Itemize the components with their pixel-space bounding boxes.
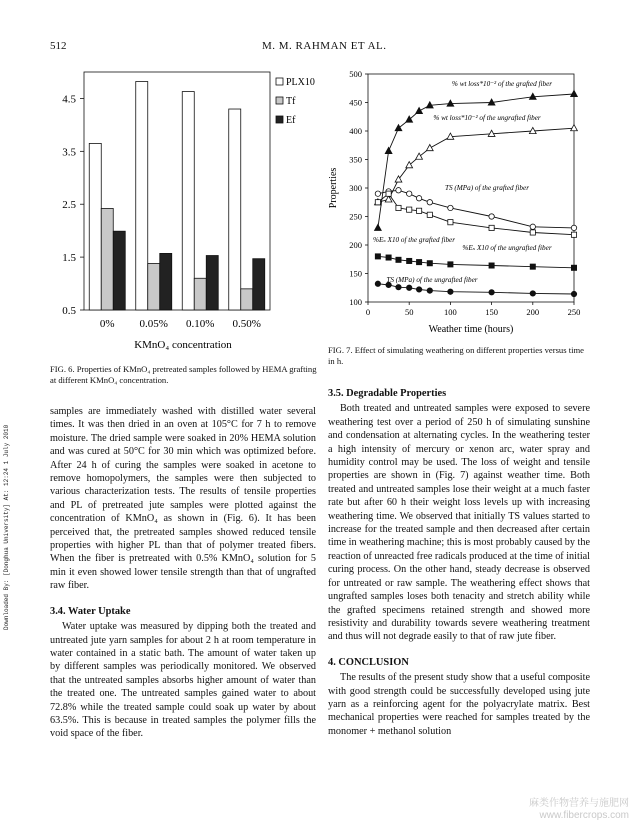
- fig7-marker: [375, 191, 380, 196]
- fig7-series-label: TS (MPa) of the ungrafted fiber: [386, 276, 478, 284]
- fig7-y-tick-label: 500: [349, 69, 362, 79]
- fig7-marker: [385, 147, 392, 153]
- left-column: [50, 405, 316, 741]
- fig7-caption: FIG. 7. Effect of simulating weathering on different properties versus time in h.: [328, 345, 584, 366]
- fig7-series-label: %Eₛ X10 of the ungrafted fiber: [462, 244, 552, 252]
- fig7-marker: [374, 224, 381, 230]
- fig7-marker: [396, 205, 401, 210]
- fig7-marker: [416, 287, 421, 292]
- fig7-marker: [571, 125, 578, 131]
- fig6-y-tick-label: 2.5: [62, 199, 76, 212]
- fig7-line-chart: [324, 62, 594, 340]
- fig6-bar: [194, 278, 206, 310]
- fig7-series: [375, 191, 576, 237]
- fig7-marker: [386, 191, 391, 196]
- fig6-bar: [182, 92, 194, 310]
- fig6-bar: [89, 143, 101, 310]
- fig6-legend-label: Ef: [286, 115, 296, 126]
- fig7-x-tick-label: 50: [404, 307, 414, 317]
- heading-conclusion: 4. CONCLUSION: [328, 656, 409, 668]
- fig7-y-tick-label: 200: [349, 240, 362, 250]
- heading-degradable: 3.5. Degradable Properties: [328, 388, 447, 399]
- paragraph-conclusion: The results of the present study show that a useful composite with good strength could be successfully developed using jute yarn as a reinforcing agent for the polyacrylate matrix. Best mechanical properties were reached for samples treated by the monomer + methanol solution: [328, 672, 590, 737]
- fig6-bar: [101, 208, 113, 310]
- fig6-category-label: 0.50%: [232, 318, 261, 330]
- paragraph-methods: samples are immediately washed with distilled water several times. It was then dried in an oven at 105°C for 7 h to remove moisture. The dried sample were soaked in 20% HEMA solution and was cured at 50°C for 30 min which was optimized before. After 24 h of curing the samples were soaked in acetone to remove homopolymers, the samples were then subjected to various characterization tests. The results of tensile properties and PL of pretreated jute samples were plotted against the concentration of KMnO₄ as shown in (Fig. 6). It has been perceived that, the pretreated samples showed reduced tensile properties with higher PL than that of polymer treated fibers. When the fiber is pretreated with 0.5% KMnO₄ solution for 5 min it even showed lower tensile strength than that of ungrafted raw fiber.: [50, 406, 316, 592]
- fig6-bar: [113, 231, 125, 310]
- fig7-marker: [489, 263, 494, 268]
- fig7-marker: [571, 225, 576, 230]
- fig7-y-tick-label: 400: [349, 126, 362, 136]
- page-number: 512: [50, 40, 67, 52]
- fig7-marker: [427, 200, 432, 205]
- fig7-marker: [530, 230, 535, 235]
- fig7-marker: [386, 255, 391, 260]
- fig6-category-label: 0.05%: [139, 318, 168, 330]
- fig6-y-tick-label: 1.5: [62, 252, 76, 265]
- fig7-marker: [396, 284, 401, 289]
- fig7-x-axis-label: Weather time (hours): [428, 324, 514, 335]
- fig7-series-label: % wt loss*10⁻² of the ungrafted fiber: [433, 114, 541, 122]
- fig6-legend-swatch: [276, 116, 283, 123]
- fig7-marker: [375, 254, 380, 259]
- fig7-marker: [375, 281, 380, 286]
- fig7-marker: [489, 290, 494, 295]
- fig6-x-axis-label: KMnO₄ concentration: [134, 339, 232, 351]
- fig7-marker: [530, 291, 535, 296]
- fig7-marker: [375, 200, 380, 205]
- fig7-marker: [530, 264, 535, 269]
- fig6-bar: [229, 109, 241, 310]
- fig7-marker: [489, 214, 494, 219]
- fig6-category-label: 0%: [99, 318, 115, 330]
- running-head: M. M. RAHMAN ET AL.: [262, 40, 387, 52]
- fig6-legend-swatch: [276, 78, 283, 85]
- fig7-marker: [426, 145, 433, 151]
- fig6-y-tick-label: 4.5: [62, 93, 76, 106]
- fig7-marker: [395, 125, 402, 131]
- fig7-marker: [407, 285, 412, 290]
- fig7-marker: [448, 220, 453, 225]
- fig7-series-label: TS (MPa) of the grafted fiber: [444, 184, 530, 192]
- fig7-marker: [571, 291, 576, 296]
- fig7-series: [374, 90, 577, 230]
- heading-water-uptake: 3.4. Water Uptake: [50, 605, 131, 617]
- fig7-series-label: % wt loss*10⁻² of the grafted fiber: [451, 80, 553, 88]
- fig7-marker: [571, 265, 576, 270]
- fig7-y-tick-label: 300: [349, 183, 362, 193]
- fig7-marker: [416, 260, 421, 265]
- fig7-x-tick-label: 250: [567, 307, 581, 317]
- fig7-marker: [416, 196, 421, 201]
- fig7-marker: [427, 212, 432, 217]
- fig7-y-tick-label: 450: [349, 97, 362, 108]
- fig7-marker: [416, 153, 423, 159]
- fig6-category-label: 0.10%: [186, 318, 215, 330]
- fig6-caption: FIG. 6. Properties of KMnO₄ pretreated samples followed by HEMA grafting at different KMnO₄ concentration.: [50, 364, 317, 385]
- fig7-marker: [571, 232, 576, 237]
- fig7-marker: [427, 261, 432, 266]
- fig6-y-tick-label: 0.5: [62, 305, 76, 317]
- fig6-legend-swatch: [276, 97, 283, 104]
- fig7-marker: [571, 90, 578, 96]
- fig7-marker: [407, 207, 412, 212]
- paragraph-degradable: Both treated and untreated samples were exposed to severe weathering test over a period of 250 h of simulating sunshine and condensation at alternating cycles. In the weathering tester a high intensity of mercury or xenon arc, water spray and humidity control may be used. The loss of weight and tensile properties are shown in (Fig. 7) against weather time. Both treated and untreated samples lose their weight at a much faster rate but after 60 h their weight loss levels up with increasing weathering time. We observed that initially TS values started to increase for the treated sample and then decreased after certain time in weathering machine; this is most probably caused by the reaction of unreacted free radicals produced at the time of initial curing process. On the other hand, steady decrease is observed for untreated or raw sample. The weathering effect shows that ungrafted samples loses both tenacity and stretch ability while the grafted specimens retained strength and showed more resistivity and durability towards severe weathering treatment and thus will not degrade easily to that of raw jute fiber.: [328, 403, 590, 643]
- fig7-marker: [396, 188, 401, 193]
- fig7-series: [375, 254, 576, 271]
- watermark-line-1: 麻类作物营养与施肥网: [529, 798, 629, 809]
- watermark: [529, 798, 629, 822]
- fig7-marker: [406, 116, 413, 122]
- fig7-y-tick-label: 350: [349, 154, 362, 165]
- fig7-x-tick-label: 100: [444, 307, 457, 317]
- fig7-x-tick-label: 0: [365, 307, 371, 317]
- right-column: [328, 387, 590, 738]
- fig6-bar: [241, 289, 253, 310]
- fig7-marker: [396, 257, 401, 262]
- fig7-marker: [448, 262, 453, 267]
- fig7-marker: [489, 225, 494, 230]
- fig7-series-label: %Eₛ X10 of the grafted fiber: [372, 236, 456, 244]
- fig7-y-tick-label: 250: [349, 211, 362, 222]
- fig7-marker: [407, 191, 412, 196]
- fig7-series-line: [378, 194, 574, 235]
- fig7-marker: [448, 205, 453, 210]
- fig7-marker: [427, 288, 432, 293]
- fig7-y-tick-label: 100: [349, 297, 362, 307]
- fig7-marker: [448, 289, 453, 294]
- download-note: Downloaded By: [Donghua University] At: 12:24 1 July 2010: [3, 424, 10, 630]
- fig6-bar: [253, 259, 265, 310]
- fig7-x-tick-label: 200: [526, 307, 540, 317]
- paragraph-water-uptake: Water uptake was measured by dipping both the treated and untreated jute yarn samples for about 2 h at room temperature in water contained in a static bath. The amount of water taken up by different samples was periodically monitored. We observed that the untreated samples absorbs higher amount of water than the treated one. The untreated samples gained water to about 72.8% while the treated sample could soak up water by about 63.5%. This is because in treated samples the polymer fills the void space of the fiber.: [50, 621, 316, 740]
- fig6-legend-label: Tf: [286, 96, 296, 107]
- fig6-bar: [206, 256, 218, 310]
- fig7-marker: [407, 258, 412, 263]
- fig6-bar: [136, 82, 148, 310]
- fig7-y-tick-label: 150: [349, 268, 362, 279]
- fig6-bar-chart: [40, 60, 320, 360]
- fig6-legend-label: PLX10: [286, 77, 315, 88]
- watermark-line-2: www.fibercrops.com: [539, 810, 629, 821]
- fig6-bar: [148, 263, 160, 310]
- fig7-marker: [416, 107, 423, 113]
- fig7-marker: [530, 224, 535, 229]
- fig6-bar: [160, 253, 172, 310]
- fig7-x-tick-label: 150: [485, 307, 498, 317]
- fig7-y-axis-label: Properties: [328, 167, 339, 209]
- fig7-marker: [416, 208, 421, 213]
- fig7-marker: [406, 162, 413, 168]
- fig6-y-tick-label: 3.5: [62, 146, 76, 159]
